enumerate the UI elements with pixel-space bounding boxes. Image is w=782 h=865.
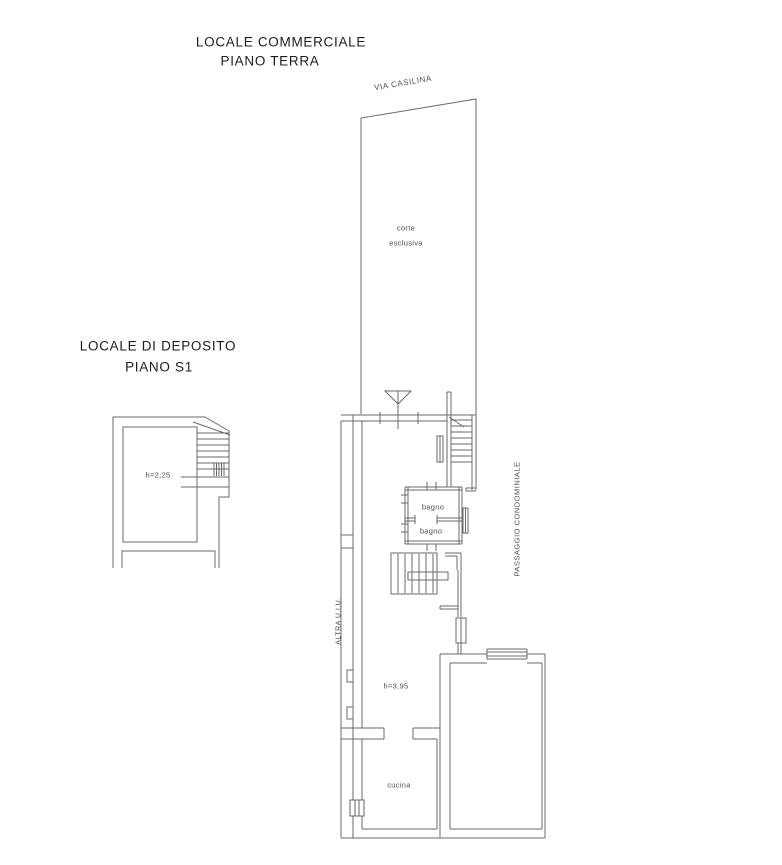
kitchen-walls (341, 728, 440, 829)
plan-linework (113, 99, 545, 838)
window-kitchen (350, 800, 364, 816)
title-commercial-line2: PIANO TERRA (220, 53, 320, 69)
deposit-outer-wall (113, 417, 229, 568)
bathroom-block (401, 482, 468, 551)
internal-stair-rail (408, 572, 448, 580)
courtyard-outline (361, 99, 476, 414)
window-right-room (487, 649, 527, 659)
passage-label: PASSAGGIO CONDOMINIALE (512, 461, 522, 577)
room-label-bathroom-upper: bagno (421, 502, 445, 512)
deposit-height-label: h=2,25 (145, 470, 171, 480)
left-boundary-line (341, 421, 353, 838)
internal-stair (391, 553, 448, 594)
room-label-kitchen: cucina (387, 780, 411, 790)
window-by-stair (437, 436, 443, 462)
title-deposit-line1: LOCALE DI DEPOSITO (79, 338, 237, 354)
deposit-plan (113, 417, 230, 568)
kitchen (341, 728, 440, 829)
left-wall (347, 415, 362, 838)
courtyard-label-line2: esclusiva (389, 238, 423, 248)
mid-right-wall (440, 570, 461, 654)
shop-height-label: h=3,95 (383, 681, 409, 691)
wall-stub (445, 553, 461, 570)
entrance-marker (385, 391, 411, 429)
top-right-stair-treads (451, 420, 472, 462)
street-label: VIA CASILINA (373, 73, 433, 93)
room-label-bathroom-lower: bagno (419, 526, 443, 536)
deposit-room-wall (123, 427, 197, 542)
wall-stair-to-bath (447, 470, 451, 487)
other-unit-label: ALTRA U.I.U. (335, 597, 343, 645)
right-room (440, 649, 545, 838)
title-deposit-line2: PIANO S1 (125, 359, 193, 375)
internal-stair-treads (398, 554, 433, 593)
right-room-walls (440, 654, 545, 838)
window-mid-right (456, 618, 466, 643)
courtyard-label-line1: corte (396, 223, 416, 233)
window-bathroom (463, 508, 468, 533)
title-commercial-line1: LOCALE COMMERCIALE (195, 34, 367, 50)
deposit-lower-room-wall (122, 551, 215, 568)
deposit-landing-lines (181, 477, 229, 487)
